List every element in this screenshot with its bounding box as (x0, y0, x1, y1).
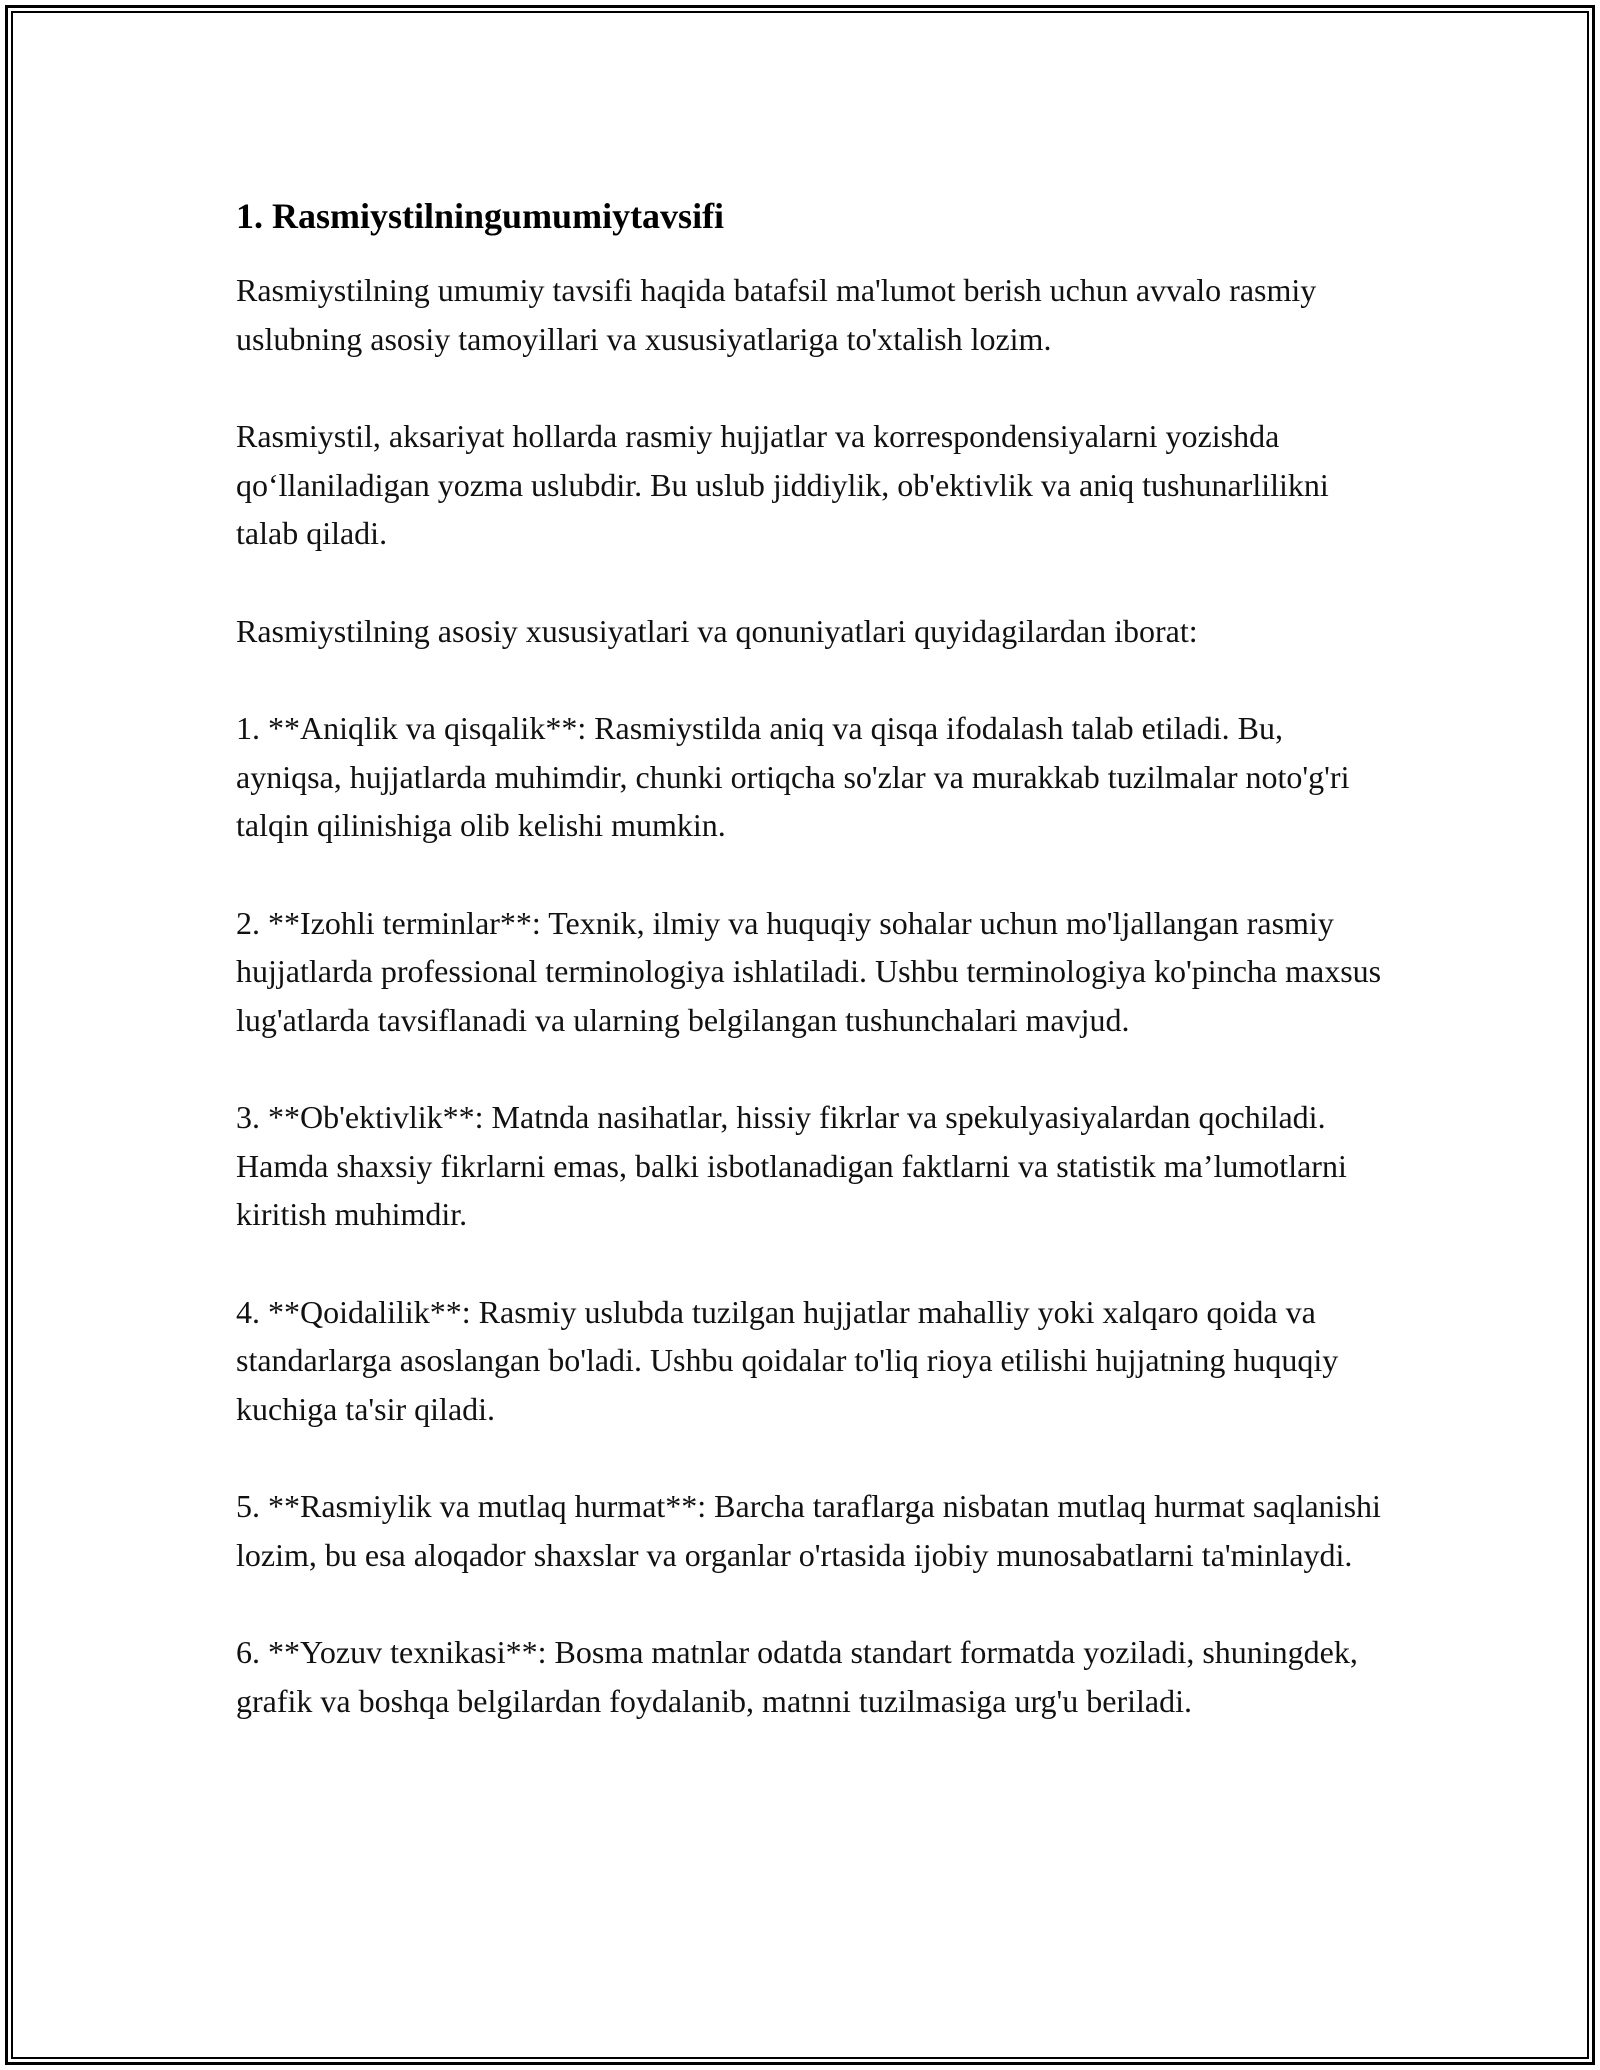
list-item-respect: 5. **Rasmiylik va mutlaq hurmat**: Barcha taraflarga nisbatan mutlaq hurmat saqlanishi lozim, bu esa aloqador shaxslar va organlar o'rtasida ijobiy munosabatlarni ta'minlaydi. (236, 1488, 1381, 1573)
list-item-rules: 4. **Qoidalilik**: Rasmiy uslubda tuzilgan hujjatlar mahalliy yoki xalqaro qoida va standarlarga asoslangan bo'ladi. Ushbu qoidalar to'liq rioya etilishi hujjatning huquqiy kuchiga ta'sir qiladi. (236, 1293, 1339, 1427)
document-body (236, 188, 1386, 1725)
intro-paragraph: Rasmiystilning umumiy tavsifi haqida batafsil ma'lumot berish uchun avvalo rasmiy uslubning asosiy tamoyillari va xususiyatlariga to'xtalish lozim. (236, 272, 1317, 357)
list-item-terminology: 2. **Izohli terminlar**: Texnik, ilmiy va huquqiy sohalar uchun mo'ljallangan rasmiy hujjatlarda professional terminologiya ishlatiladi. Ushbu terminologiya ko'pincha maxsus lug'atlarda tavsiflanadi va ularning belgilangan tushunchalari mavjud. (236, 904, 1382, 1038)
list-intro-paragraph: Rasmiystilning asosiy xususiyatlari va qonuniyatlari quyidagilardan iborat: (236, 612, 1198, 649)
section-heading: 1. Rasmiystilningumumiytavsifi (236, 196, 725, 236)
list-item-objectivity: 3. **Ob'ektivlik**: Matnda nasihatlar, hissiy fikrlar va spekulyasiyalardan qochiladi. Hamda shaxsiy fikrlarni emas, balki isbotlanadigan faktlarni va statistik ma’lumotlarni kiritish muhimdir. (236, 1099, 1347, 1232)
list-item-writing-technique: 6. **Yozuv texnikasi**: Bosma matnlar odatda standart formatda yoziladi, shuningdek, grafik va boshqa belgilardan foydalanib, matnni tuzilmasiga urg'u beriladi. (236, 1634, 1358, 1719)
definition-paragraph: Rasmiystil, aksariyat hollarda rasmiy hujjatlar va korrespondensiyalarni yozishda qo‘llaniladigan yozma uslubdir. Bu uslub jiddiylik, ob'ektivlik va aniq tushunarlilikni talab qiladi. (236, 418, 1329, 551)
list-item-accuracy: 1. **Aniqlik va qisqalik**: Rasmiystilda aniq va qisqa ifodalash talab etiladi. Bu, ayniqsa, hujjatlarda muhimdir, chunki ortiqcha so'zlar va murakkab tuzilmalar noto'g'ri talqin qilinishiga olib kelishi mumkin. (236, 710, 1350, 843)
